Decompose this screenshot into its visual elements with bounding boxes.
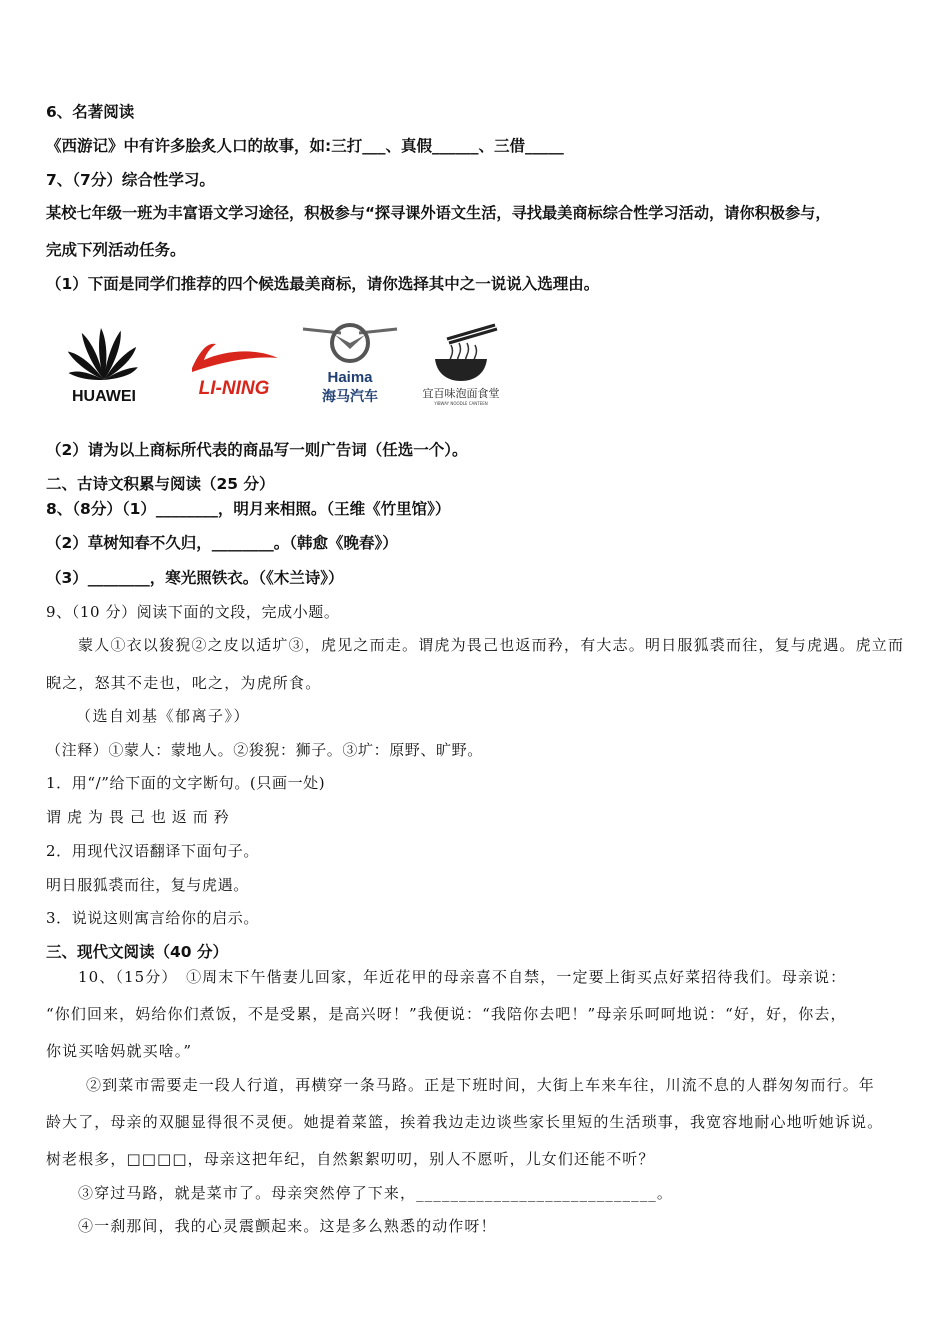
lining-swoosh-icon xyxy=(186,340,282,374)
haima-logo-subtext: 海马汽车 xyxy=(322,388,378,404)
q7-task2: （2）请为以上商标所代表的商品写一则广告词（任选一个）。 xyxy=(46,441,468,459)
q7-intro-line1: 某校七年级一班为丰富语文学习途径，积极参与“探寻课外语文生活，寻找最美商标综合性学习活动，请你积极参与， xyxy=(46,204,831,222)
haima-logo xyxy=(298,318,402,414)
q9-sub2-text: 明日服狐裘而往，复与虎遇。 xyxy=(46,876,249,894)
huawei-logo-text: HUAWEI xyxy=(72,388,136,405)
noodle-bowl-icon xyxy=(421,323,501,385)
q10-p1-line2: “你们回来，妈给你们煮饭，不是受累，是高兴呀！”我便说：“我陪你去吧！”母亲乐呵呵地说：“好，好，你去， xyxy=(46,1005,847,1023)
q7-task1: （1）下面是同学们推荐的四个候选最美商标，请你选择其中之一说说入选理由。 xyxy=(46,275,600,293)
q10-p1-line1: 10、（15分） ①周末下午偕妻儿回家，年近花甲的母亲喜不自禁，一定要上街买点好菜招待我们。母亲说： xyxy=(78,968,847,986)
lining-logo xyxy=(182,318,286,414)
q9-sub1: 1．用“/”给下面的文字断句。(只画一处) xyxy=(46,774,326,792)
noodle-logo-text: 宜百味泡面食堂 xyxy=(422,387,500,400)
q9-passage-line1: 蒙人①衣以狻猊②之皮以适圹③，虎见之而走。谓虎为畏己也返而矜，有大志。明日服狐裘而往，复与虎遇。虎立而 xyxy=(78,636,905,654)
q10-p1-line3: 你说买啥妈就买啥。” xyxy=(46,1042,193,1060)
noodle-canteen-logo xyxy=(412,318,510,414)
q10-p2-line1: ②到菜市需要走一段人行道，再横穿一条马路。正是下班时间，大街上车来车往，川流不息的人群匆匆而行。年 xyxy=(86,1076,875,1094)
q8-line1: 8、（8分）（1）________，明月来相照。（王维《竹里馆》） xyxy=(46,500,451,518)
q9-sub2: 2．用现代汉语翻译下面句子。 xyxy=(46,842,259,860)
lining-logo-text: LI-NING xyxy=(198,378,270,399)
q7-intro-line2: 完成下列活动任务。 xyxy=(46,241,186,259)
q6-title: 6、名著阅读 xyxy=(46,103,135,121)
q9-sub1-text: 谓 虎 为 畏 己 也 返 而 矜 xyxy=(46,808,230,826)
q10-p3: ③穿过马路，就是菜市了。母亲突然停了下来，____________________________。 xyxy=(78,1184,674,1202)
q9-title: 9、（10 分）阅读下面的文段，完成小题。 xyxy=(46,603,340,621)
q9-notes: （注释）①蒙人：蒙地人。②狻猊：狮子。③圹：原野、旷野。 xyxy=(46,741,483,759)
q9-passage-line2: 睨之，怒其不走也，叱之，为虎所食。 xyxy=(46,674,322,692)
q8-line2: （2）草树知春不久归，________。（韩愈《晚春》） xyxy=(46,534,398,552)
section3-title: 三、现代文阅读（40 分） xyxy=(46,943,228,961)
haima-logo-text: Haima xyxy=(327,369,373,386)
huawei-petals-icon xyxy=(64,324,144,382)
q7-title: 7、（7分）综合性学习。 xyxy=(46,171,215,189)
q8-line3: （3）________，寒光照铁衣。（《木兰诗》） xyxy=(46,569,344,587)
noodle-logo-subtext: YIBWAY NOODLE CANTEEN xyxy=(434,401,488,406)
q10-p2-line2: 龄大了，母亲的双腿显得很不灵便。她提着菜篮，挨着我边走边谈些家长里短的生活琐事，我宽容地耐心地听她诉说。 xyxy=(46,1113,884,1131)
q10-p4: ④一刹那间，我的心灵震颤起来。这是多么熟悉的动作呀！ xyxy=(78,1217,497,1235)
haima-emblem-icon xyxy=(301,321,399,367)
q9-sub3: 3．说说这则寓言给你的启示。 xyxy=(46,909,259,927)
huawei-logo xyxy=(60,318,148,414)
q10-p2-line3: 树老根多，□□□□，母亲这把年纪，自然絮絮叨叨，别人不愿听，儿女们还能不听？ xyxy=(46,1150,655,1168)
q6-text: 《西游记》中有许多脍炙人口的故事，如:三打___、真假______、三借_____ xyxy=(46,137,564,155)
q9-source: （选自刘基《郁离子》） xyxy=(76,707,251,725)
section2-title: 二、古诗文积累与阅读（25 分） xyxy=(46,475,275,493)
